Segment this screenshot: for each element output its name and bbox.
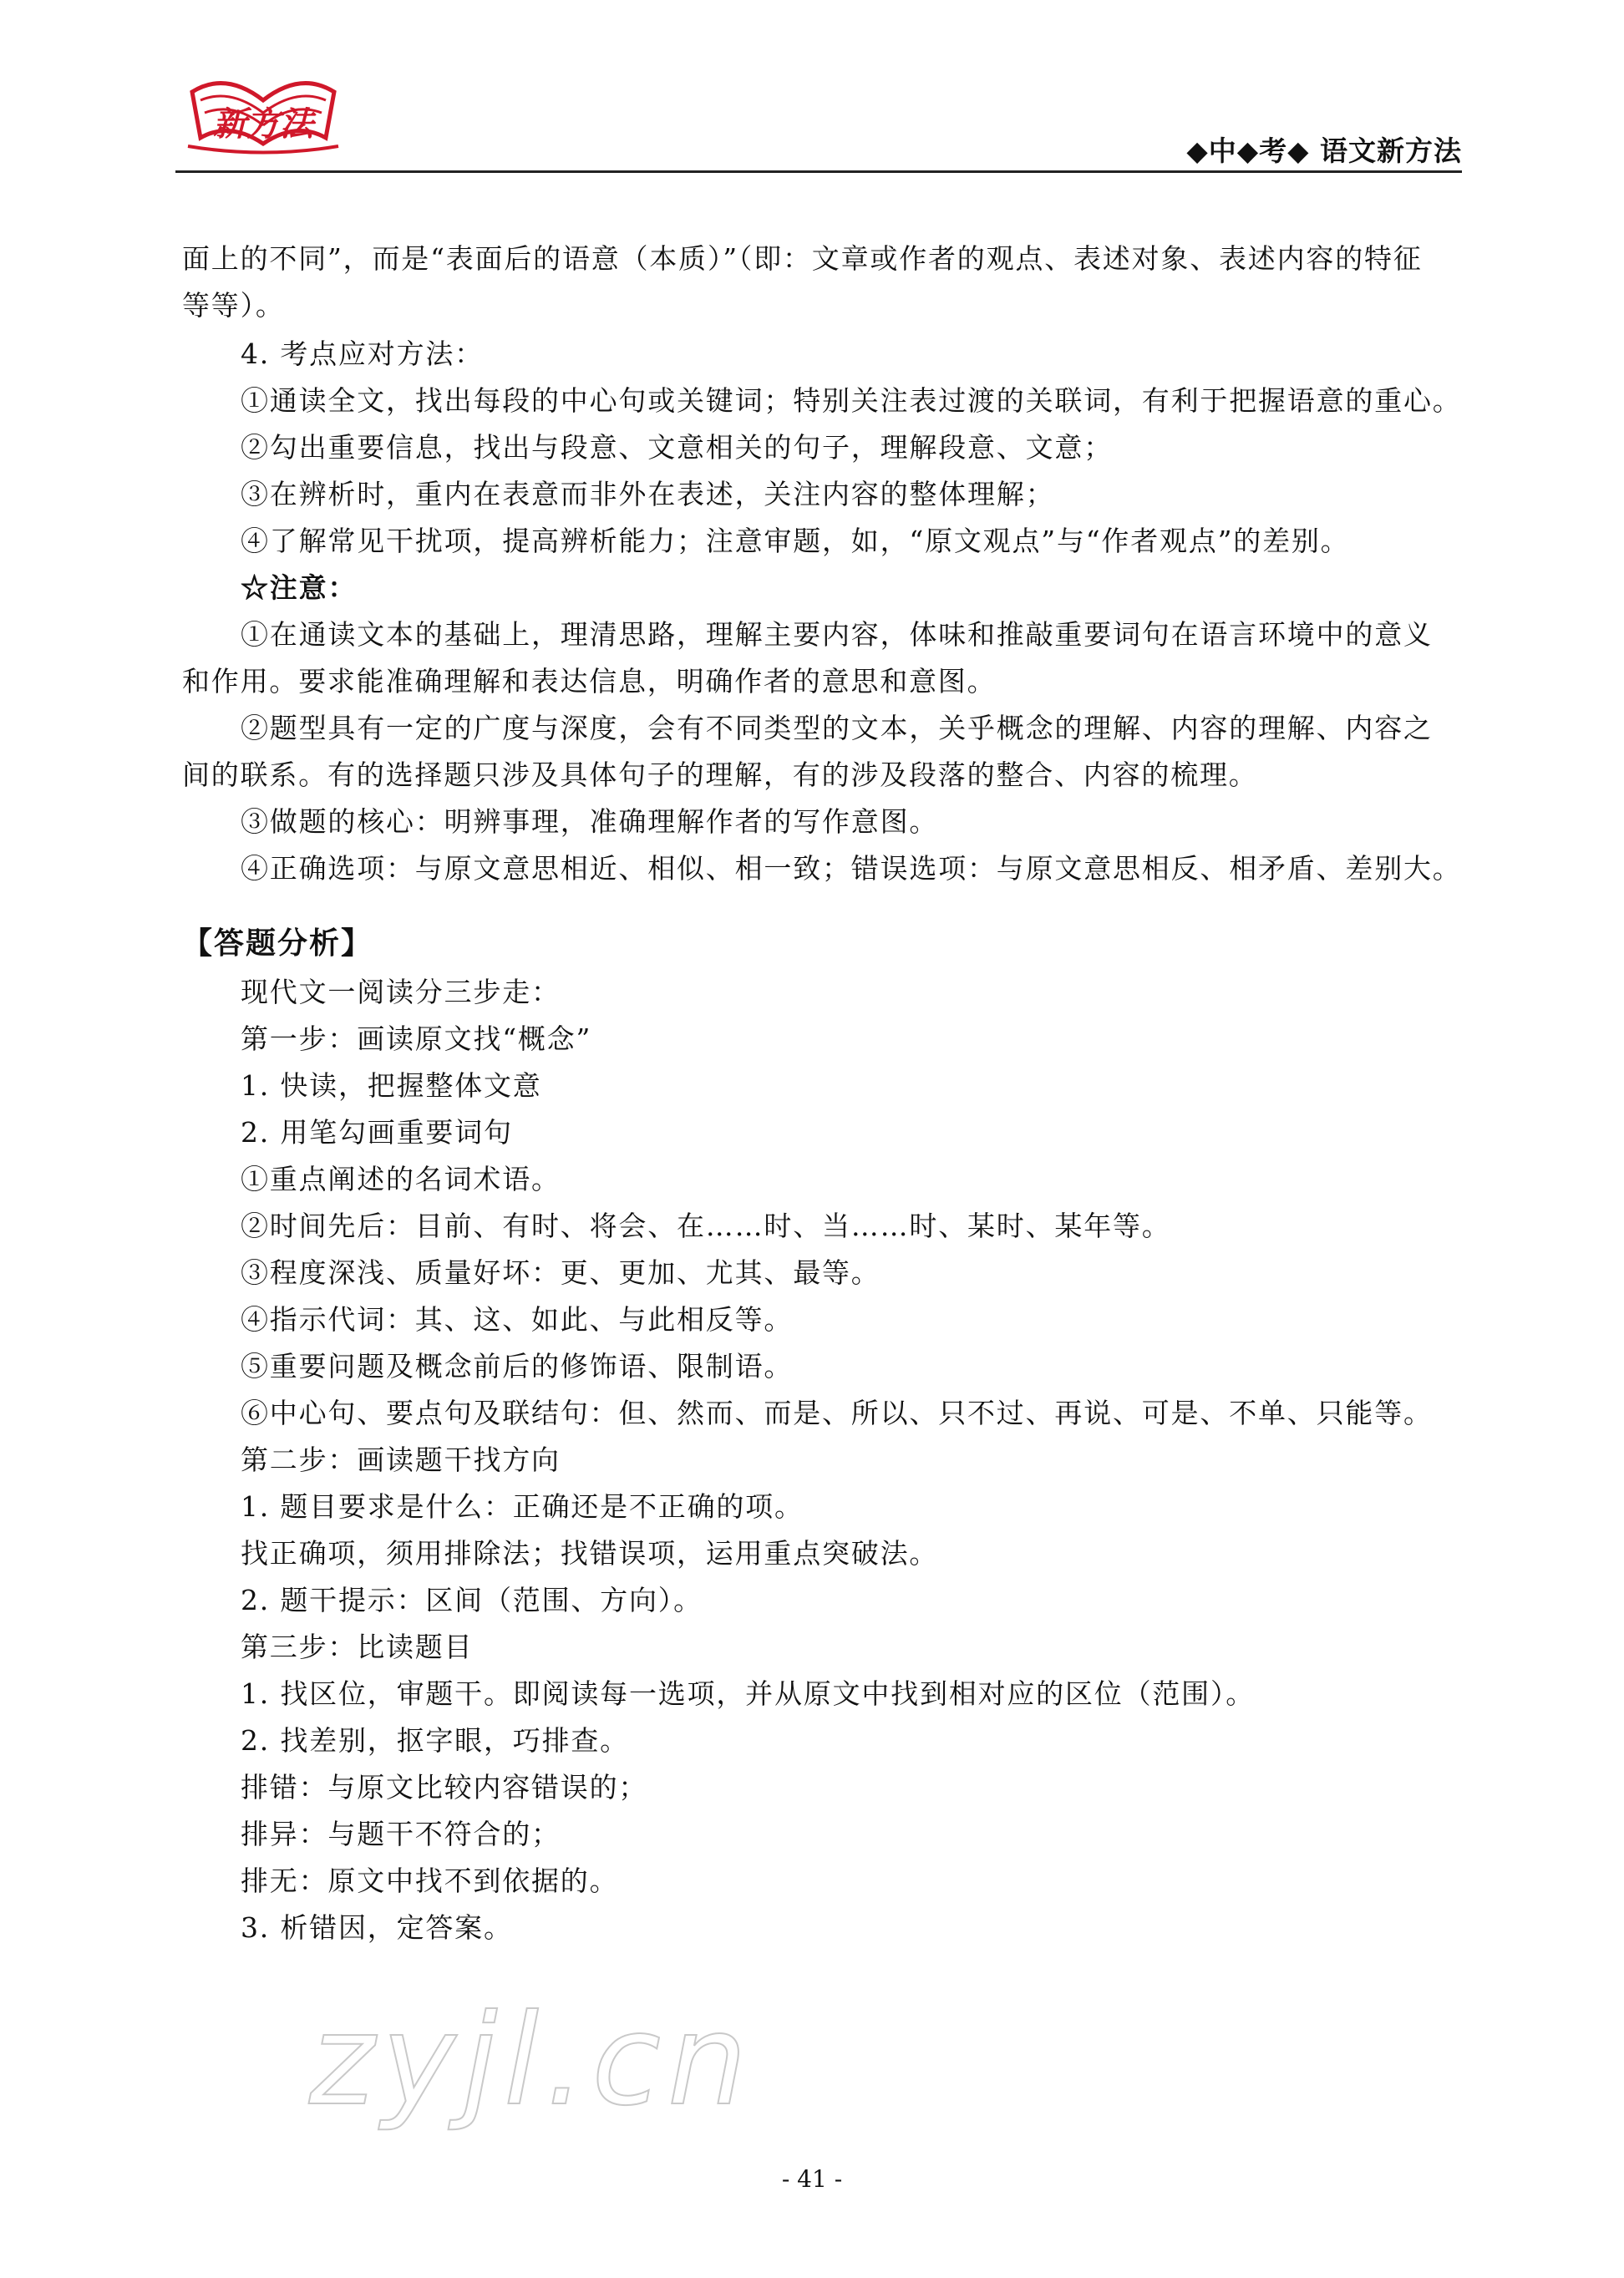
note-line: ②题型具有一定的广度与深度，会有不同类型的文本，关乎概念的理解、内容的理解、内容之 — [241, 712, 1433, 744]
note-line: 和作用。要求能准确理解和表达信息，明确作者的意思和意图。 — [182, 665, 997, 698]
note-line: ①在通读文本的基础上，理清思路，理解主要内容，体味和推敲重要词句在语言环境中的意义 — [241, 618, 1433, 651]
analysis-line: ④指示代词：其、这、如此、与此相反等。 — [241, 1303, 794, 1336]
text-line: 等等）。 — [182, 289, 285, 322]
note-line: ④正确选项：与原文意思相近、相似、相一致；错误选项：与原文意思相反、相矛盾、差别大。 — [241, 852, 1462, 885]
watermark: zyjl.cn — [309, 1988, 754, 2133]
analysis-line: 第二步：画读题干找方向 — [241, 1443, 561, 1476]
analysis-line: 2. 用笔勾画重要词句 — [241, 1116, 513, 1149]
analysis-line: 排错：与原文比较内容错误的； — [241, 1771, 648, 1804]
method-item: ③在辨析时，重内在表意而非外在表述，关注内容的整体理解； — [241, 478, 1055, 510]
method-title: 4. 考点应对方法： — [241, 337, 484, 370]
analysis-heading: 【答题分析】 — [182, 926, 373, 961]
header-title: ◆中◆考◆ 语文新方法 — [1186, 134, 1462, 167]
analysis-line: 1. 题目要求是什么：正确还是不正确的项。 — [241, 1490, 804, 1523]
analysis-line: 第一步：画读原文找“概念” — [241, 1022, 592, 1055]
header-rule — [175, 170, 1462, 173]
analysis-line: ①重点阐述的名词术语。 — [241, 1163, 561, 1195]
method-item: ②勾出重要信息，找出与段意、文意相关的句子，理解段意、文意； — [241, 431, 1113, 464]
analysis-line: 2. 找差别，抠字眼，巧排查。 — [241, 1724, 629, 1757]
note-title: ☆注意： — [241, 571, 358, 604]
analysis-line: 1. 找区位，审题干。即阅读每一选项，并从原文中找到相对应的区位（范围）。 — [241, 1677, 1256, 1710]
note-line: 间的联系。有的选择题只涉及具体句子的理解，有的涉及段落的整合、内容的梳理。 — [182, 758, 1258, 791]
note-line: ③做题的核心：明辨事理，准确理解作者的写作意图。 — [241, 805, 939, 838]
analysis-line: 找正确项，须用排除法；找错误项，运用重点突破法。 — [241, 1537, 939, 1570]
analysis-line: 排无：原文中找不到依据的。 — [241, 1865, 619, 1897]
page-number: - 41 - — [781, 2165, 843, 2193]
analysis-line: 2. 题干提示：区间（范围、方向）。 — [241, 1584, 703, 1616]
analysis-line: ③程度深浅、质量好坏：更、更加、尤其、最等。 — [241, 1256, 881, 1289]
page-header — [175, 58, 1462, 175]
analysis-line: ⑤重要问题及概念前后的修饰语、限制语。 — [241, 1350, 794, 1383]
text-line: 面上的不同”，而是“表面后的语意（本质）”（即：文章或作者的观点、表述对象、表述内容的特征 — [182, 242, 1423, 275]
analysis-line: 现代文一阅读分三步走： — [241, 976, 561, 1008]
analysis-line: 3. 析错因，定答案。 — [241, 1911, 513, 1944]
analysis-line: ⑥中心句、要点句及联结句：但、然而、而是、所以、只不过、再说、可是、不单、只能等。 — [241, 1397, 1433, 1429]
method-item: ④了解常见干扰项，提高辨析能力；注意审题，如，“原文观点”与“作者观点”的差别。 — [241, 525, 1350, 557]
book-logo-icon — [175, 67, 351, 167]
analysis-line: ②时间先后：目前、有时、将会、在……时、当……时、某时、某年等。 — [241, 1210, 1171, 1242]
page-content — [182, 236, 1464, 1951]
analysis-line: 1. 快读，把握整体文意 — [241, 1069, 542, 1102]
analysis-line: 第三步：比读题目 — [241, 1631, 474, 1663]
analysis-line: 排异：与题干不符合的； — [241, 1818, 561, 1850]
method-item: ①通读全文，找出每段的中心句或关键词；特别关注表过渡的关联词，有利于把握语意的重心。 — [241, 384, 1462, 417]
logo-text: 新方法 — [213, 104, 313, 144]
